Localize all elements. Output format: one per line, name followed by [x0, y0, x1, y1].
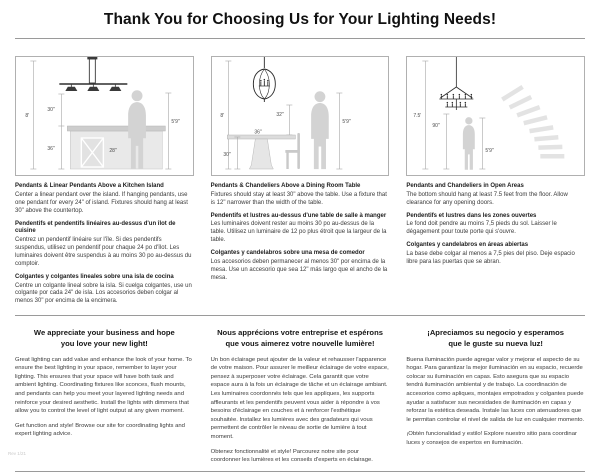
- caption-body-es: Centre un colgante lineal sobre la isla. Si cuelga colgantes, use un colgante por cada 24" de isla. Los accesorios deben colgar al menos 30" por encima de la encimera.: [15, 282, 192, 305]
- footer-revision-note: Rev 1/21: [8, 451, 27, 456]
- divider-top: [15, 38, 585, 39]
- closing-column-en: [15, 324, 194, 471]
- fixture-clearance-label: 30": [47, 107, 55, 113]
- ceiling-height-dimension: [25, 61, 36, 169]
- panel-kitchen-island: [15, 56, 194, 311]
- counter-height-label: 36": [47, 146, 55, 152]
- caption-heading-fr: Pendentifs et pendentifs linéaires au-dessus d'un îlot de cuisine: [15, 220, 176, 235]
- caption-heading-es: Colgantes y candelabros sobre una mesa de comedor: [210, 250, 365, 257]
- caption-heading-en: Pendants & Linear Pendants Above a Kitchen Island: [15, 183, 164, 189]
- closing-heading-es: [408, 328, 583, 349]
- panel-dining-table: [211, 56, 390, 311]
- closing-paragraph: Get function and style! Browse our site for coordinating lights and expert lighting advice.: [15, 422, 185, 438]
- ceiling-height-label: 8': [25, 113, 30, 119]
- table-width-label: 36": [254, 129, 262, 136]
- kitchen-island-icon: [67, 126, 165, 169]
- diagram-panels-row: [0, 56, 600, 311]
- person-height-dimension: [165, 93, 180, 169]
- person-height-label: 5'9": [485, 148, 494, 154]
- caption-body-fr: Centrez un pendentif linéaire sur l'île. Si des pendentifs suspendus, utilisez un pendentif pour chaque 24 po d'îlot. Les luminaires doivent être suspendus à au moins 30 po au-dessus du comptoir.: [15, 237, 192, 267]
- closing-heading-line2: you love your new light!: [60, 338, 148, 348]
- closing-column-es: [406, 324, 585, 471]
- person-height-dimension: [480, 118, 495, 169]
- caption-body-es: Los accesorios deben permanecer al menos 30" por encima de la mesa. Use un accesorio que sea 12" más largo que el ancho de la mesa.: [210, 258, 388, 281]
- closing-heading-line1: We appreciate your business and hope: [33, 328, 175, 338]
- open-area-illustration: [407, 57, 584, 175]
- caption-heading-en: Pendants & Chandeliers Above a Dining Room Table: [210, 183, 361, 189]
- closing-heading-line2: que vous aimerez votre nouvelle lumière!: [225, 338, 375, 348]
- caption-heading-en: Pendants and Chandeliers in Open Areas: [406, 183, 524, 189]
- closing-paragraph: Great lighting can add value and enhance the look of your home. To ensure the best lighting in your space, remember to layer your lighting. This ensures that your space will have both task and ambient lighting. Coordinating fixtures like sconces, flush mounts, and pendants can help you meet your layered lighting needs and reinforce your desired aesthetic. Install the lights with dimmers that allow you to control the level of light output at any given moment.: [15, 356, 192, 415]
- caption-body-en: Center a linear pendant over the island. If hanging pendants, use one pendant for every 24" of island. Fixtures should hang at least 30" above the countertop.: [15, 191, 188, 214]
- linear-pendant-icon: [59, 57, 127, 91]
- person-silhouette: [311, 91, 329, 169]
- panel-open-areas-text: [406, 183, 585, 267]
- panel-open-areas: [406, 56, 585, 311]
- closing-heading-line1: ¡Apreciamos su negocio y esperamos: [427, 328, 565, 338]
- ceiling-height-dimension: [414, 61, 429, 169]
- caption-body-fr: Le fond doit pendre au moins 7,5 pieds du sol. Laisser le dégagement pour toute porte qui s'ouvre.: [406, 221, 557, 236]
- panel-kitchen-island-text: [15, 183, 194, 306]
- closing-message-row: [0, 324, 600, 471]
- closing-paragraph: Un bon éclairage peut ajouter de la valeur et rehausser l'apparence de votre maison. Pour assurer le meilleur éclairage de votre espace, pensez à superposer votre éclairage. Cela garantit que votre espace aura à la fois un éclairage de tâche et un éclairage ambiant. Les luminaires coordonnés tels que les appliques, les supports affleurants et les pendentifs peuvent vous aider à répondre à vos besoins d'éclairage en couches et à renforcer l'esthétique souhaitée. Installez les lumières avec des gradateurs qui vous permettent de contrôler le niveau de sortie de lumière à tout moment.: [210, 356, 389, 440]
- divider-mid: [15, 315, 585, 316]
- table-height-dimension: [223, 137, 240, 169]
- fixture-clearance-dimension: [276, 105, 292, 135]
- chandelier-icon: [253, 57, 275, 102]
- caption-heading-es: Colgantes y colgantes lineales sobre una isla de cocina: [15, 273, 174, 280]
- closing-column-fr: [211, 324, 390, 471]
- caption-heading-fr: Pendentifs et lustres au-dessus d'une table de salle à manger: [210, 212, 387, 219]
- dining-table-diagram: [211, 56, 390, 176]
- closing-paragraph: Obtenez fonctionnalité et style! Parcourez notre site pour coordonner les lumières et les conseils d'experts en éclairage.: [210, 448, 373, 464]
- closing-heading-en: [17, 328, 192, 349]
- fixture-clearance-label: 90": [432, 123, 441, 129]
- dining-table-illustration: [212, 57, 389, 175]
- closing-heading-line2: que le guste su nueva luz!: [448, 338, 543, 348]
- caption-body-en: Fixtures should stay at least 30" above the table. Use a fixture that is 12" narrower than the width of the table.: [210, 191, 387, 206]
- caption-heading-es: Colgantes y candelabros en áreas abiertas: [406, 242, 529, 249]
- fixture-clearance-label: 32": [276, 112, 284, 118]
- fixture-clearance-dimension: [47, 94, 64, 126]
- panel-dining-table-text: [211, 183, 390, 283]
- closing-paragraph: ¡Obtén funcionalidad y estilo! Explore nuestro sitio para coordinar luces y consejos de expertos en iluminación.: [406, 431, 577, 446]
- closing-heading-line1: Nous apprécions votre entreprise et espérons: [217, 328, 383, 338]
- open-area-diagram: [406, 56, 585, 176]
- caption-body-en: The bottom should hang at least 7.5 feet from the floor. Allow clearance for any opening doors.: [406, 191, 568, 206]
- person-height-label: 5'9": [171, 119, 180, 125]
- caption-body-fr: Les luminaires doivent rester au moins 30 po au-dessus de la table. Utilisez un luminaire de 12 po plus étroit que la largeur de la table.: [210, 221, 387, 244]
- table-height-label: 30": [223, 152, 231, 158]
- fixture-clearance-dimension: [433, 114, 450, 169]
- counter-height-dimension: [47, 126, 64, 169]
- kitchen-island-diagram: [15, 56, 194, 176]
- kitchen-island-illustration: [16, 57, 193, 175]
- caption-body-es: La base debe colgar al menos a 7,5 pies del piso. Deje espacio libre para las puertas que se abran.: [406, 251, 575, 265]
- person-height-dimension: [336, 93, 351, 169]
- person-height-label: 5'9": [342, 119, 351, 125]
- closing-heading-fr: [213, 328, 388, 349]
- closing-paragraph: Buena iluminación puede agregar valor y mejorar el aspecto de su hogar. Para garantizar la mejor iluminación en su espacio, recuerde colocar su iluminación en capas. Esto asegura que su espacio tendrá iluminación ambiental y de trabajo. La coordinación de accesorios como apliques, montajes empotrados y colgantes puede ayudar a satisfacer sus necesidades de iluminación en capas y reforzar la estética deseada. Instale las luces con atenuadores que le permitan controlar el nivel de salida de luz en cualquier momento.: [406, 356, 585, 423]
- ceiling-height-label: 7.5': [413, 113, 422, 119]
- island-depth-label: 28": [109, 148, 117, 154]
- ceiling-height-label: 8': [220, 113, 224, 119]
- page-title: Thank You for Choosing Us for Your Lighting Needs!: [103, 11, 497, 28]
- staircase-icon: [501, 85, 564, 159]
- person-silhouette: [463, 117, 475, 170]
- caption-heading-fr: Pendentifs et lustres dans les zones ouvertes: [406, 212, 537, 219]
- chandelier-icon: [440, 57, 474, 110]
